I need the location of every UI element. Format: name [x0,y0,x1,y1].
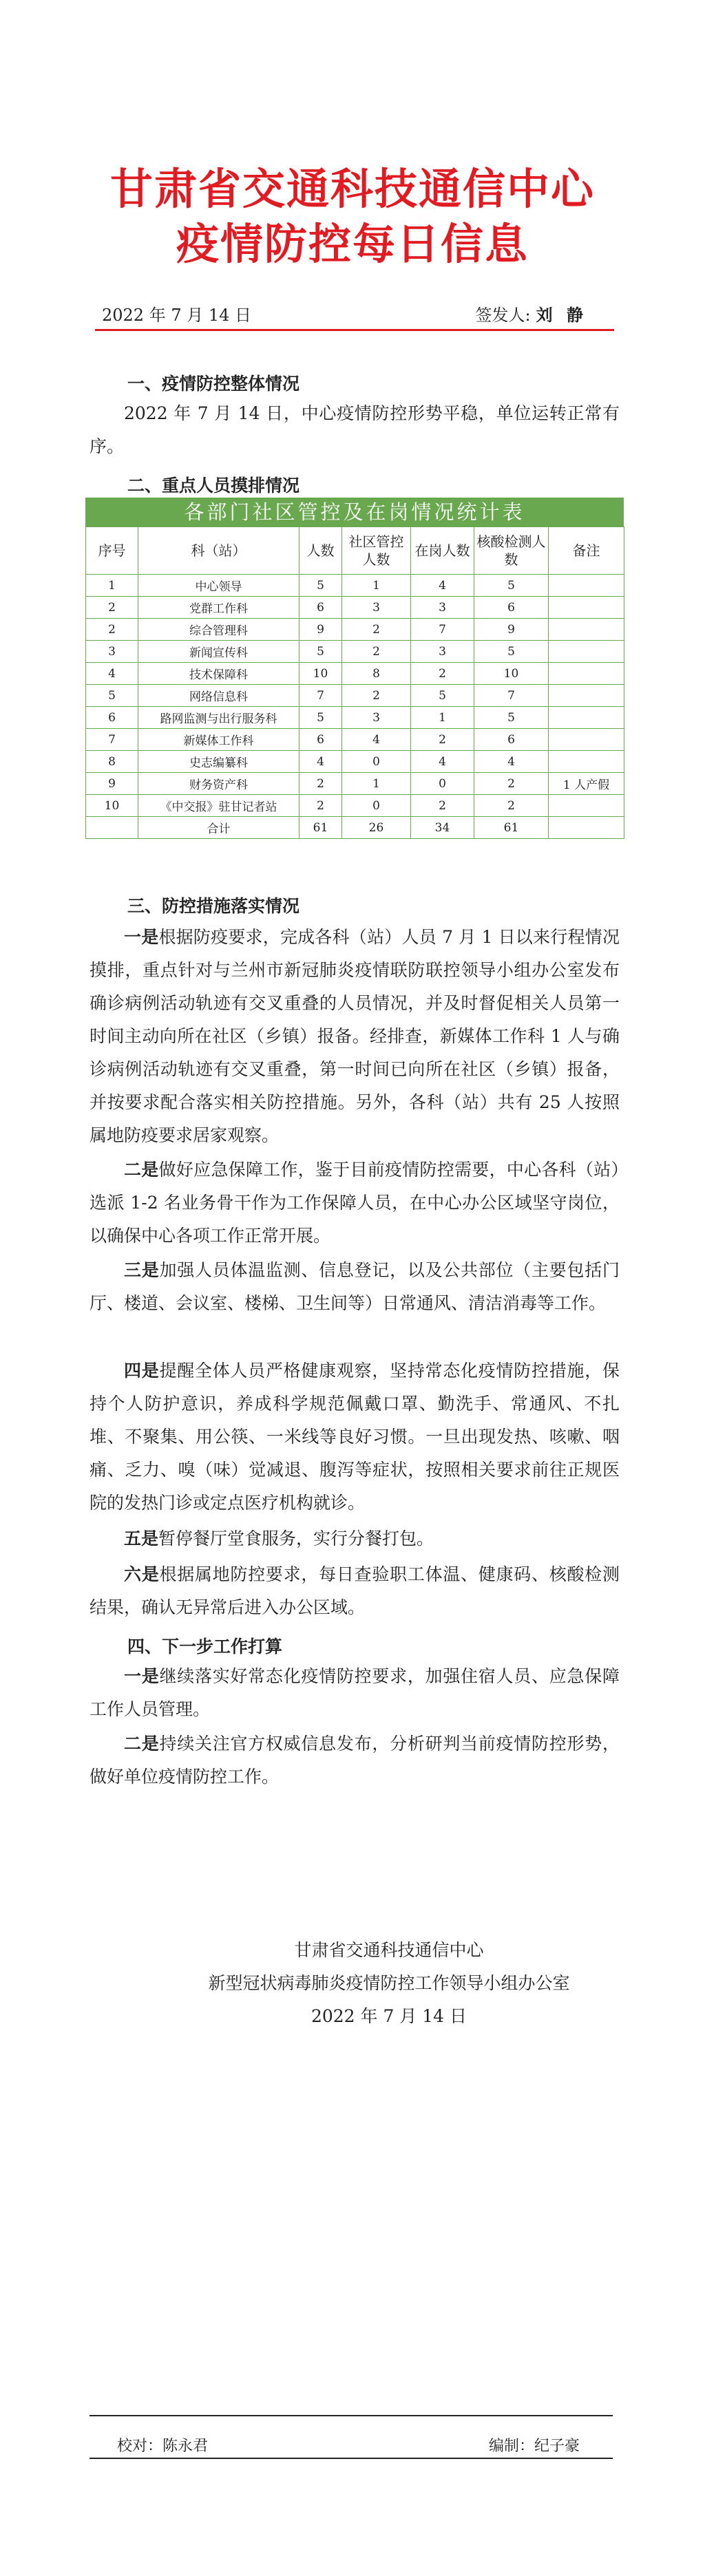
table-cell: 9 [474,619,549,641]
table-cell: 5 [299,641,342,663]
editor: 编制：纪子豪 [489,2438,580,2455]
section3-heading: 三、防控措施落实情况 [127,896,300,916]
table-cell: 2 [411,729,474,751]
issuer [476,301,587,326]
red-divider [95,329,614,331]
table-cell: 61 [474,817,549,839]
table-cell: 2 [299,795,342,817]
table-cell: 3 [411,641,474,663]
table-cell: 34 [411,817,474,839]
table-cell: 9 [299,619,342,641]
table-cell: 2 [342,641,411,663]
table-cell: 4 [411,575,474,597]
table-cell: 3 [411,597,474,619]
table-cell [549,685,624,707]
section4-heading: 四、下一步工作打算 [127,1637,283,1657]
table-cell: 1 [411,707,474,729]
table-cell: 2 [342,685,411,707]
footer-line-top [90,2415,613,2416]
issuer-label: 签发人: [475,306,531,325]
table-cell: 网络信息科 [138,685,299,707]
table-cell: 2 [299,773,342,795]
table-cell [549,795,624,817]
table-cell: 4 [342,729,411,751]
issue-date: 2022 年 7 月 14 日 [102,306,252,325]
col-count: 人数 [299,527,342,575]
section3-item-5: 五是暂停餐厅堂食服务，实行分餐打包。 [124,1529,434,1548]
table-cell [549,641,624,663]
document-title-line1: 甘肃省交通科技通信中心 [109,164,595,214]
footer-line-bottom [90,2458,613,2459]
col-remark: 备注 [549,527,624,575]
table-cell: 0 [342,795,411,817]
table-cell: 61 [299,817,342,839]
section3-item-2: 二是做好应急保障工作，鉴于目前疫情防控需要，中心各科（站）选派 1-2 名业务骨干作为工作保障人员，在中心办公区域坚守岗位，以确保中心各项工作正常开展。 [90,1160,620,1246]
signature-org: 甘肃省交通科技通信中心 [294,1940,484,1960]
table-row [86,685,624,707]
table-cell: 1 [342,575,411,597]
table-row [86,795,624,817]
col-controlled: 社区管控人数 [342,527,411,575]
table-cell: 2 [86,619,138,641]
table-cell: 2 [342,619,411,641]
table-cell: 6 [86,707,138,729]
table-cell: 5 [299,707,342,729]
table-cell: 2 [86,597,138,619]
table-cell: 新闻宣传科 [138,641,299,663]
table-cell: 3 [86,641,138,663]
section4-item-2: 二是持续关注官方权威信息发布，分析研判当前疫情防控形势，做好单位疫情防控工作。 [90,1734,620,1787]
table-cell: 路网监测与出行服务科 [138,707,299,729]
table-cell: 6 [474,597,549,619]
table-cell: 3 [342,707,411,729]
table-cell [549,663,624,685]
table-header-row [86,527,624,575]
table-cell: 党群工作科 [138,597,299,619]
table-cell: 10 [86,795,138,817]
table-cell: 5 [411,685,474,707]
section3-item-1: 一是根据防疫要求，完成各科（站）人员 7 月 1 日以来行程情况摸排，重点针对与兰州市新冠肺炎疫情联防联控领导小组办公室发布确诊病例活动轨迹有交叉重叠的人员情况，并及时督促相关人员第一时间主动向所在社区（乡镇）报备。经排查，新媒体工作科 1 人与确诊病例活动轨迹有交叉重叠，第一时间已向所在社区（乡镇）报备，并按要求配合落实相关防控措施。另外，各科（站）共有 25 人按照属地防疫要求居家观察。 [90,927,620,1145]
signature-office: 新型冠状病毒肺炎疫情防控工作领导小组办公室 [208,1973,570,1993]
proofreader: 校对：陈永君 [117,2438,209,2455]
table-row [86,707,624,729]
table-cell: 财务资产科 [138,773,299,795]
section3-item-3: 三是加强人员体温监测、信息登记，以及公共部位（主要包括门厅、楼道、会议室、楼梯、卫生间等）日常通风、清洁消毒等工作。 [90,1260,620,1313]
document-title-line2: 疫情防控每日信息 [176,219,529,269]
table-row [86,663,624,685]
table-cell: 8 [342,663,411,685]
section3-item-6: 六是根据属地防控要求，每日查验职工体温、健康码、核酸检测结果，确认无异常后进入办公区域。 [90,1564,620,1617]
table-cell: 7 [299,685,342,707]
table-cell [549,751,624,773]
table-cell: 4 [299,751,342,773]
date-bar [102,301,611,329]
table-row [86,641,624,663]
table-cell: 3 [342,597,411,619]
table-cell: 中心领导 [138,575,299,597]
table-cell: 综合管理科 [138,619,299,641]
table-cell: 6 [474,729,549,751]
table-cell: 1 [342,773,411,795]
table-row [86,751,624,773]
table-cell: 6 [299,597,342,619]
statistics-table [85,498,624,839]
col-index: 序号 [86,527,138,575]
table-cell: 5 [474,575,549,597]
table-title: 各部门社区管控及在岗情况统计表 [85,498,624,526]
table-cell: 6 [299,729,342,751]
col-dept: 科（站） [138,527,299,575]
table-cell [549,575,624,597]
table-row [86,575,624,597]
table-cell [549,707,624,729]
table-cell: 10 [299,663,342,685]
table-cell: 4 [474,751,549,773]
table-cell: 7 [474,685,549,707]
table-row [86,773,624,795]
section1-heading: 一、疫情防控整体情况 [127,374,300,394]
table-cell: 2 [474,795,549,817]
table-cell: 5 [299,575,342,597]
table-cell: 《中交报》驻甘记者站 [138,795,299,817]
table-cell: 5 [474,707,549,729]
table-cell: 4 [86,663,138,685]
table-cell: 7 [86,729,138,751]
table-cell: 0 [411,773,474,795]
table-cell: 2 [411,795,474,817]
signature-date: 2022 年 7 月 14 日 [311,2006,467,2026]
col-tested: 核酸检测人数 [474,527,549,575]
table-cell: 史志编纂科 [138,751,299,773]
table-row [86,817,624,839]
section4-item-1: 一是继续落实好常态化疫情防控要求，加强住宿人员、应急保障工作人员管理。 [90,1666,620,1719]
table-cell: 5 [474,641,549,663]
table-cell: 7 [411,619,474,641]
table-cell: 2 [411,663,474,685]
table-cell: 新媒体工作科 [138,729,299,751]
table-cell: 技术保障科 [138,663,299,685]
table-cell: 10 [474,663,549,685]
col-on-duty: 在岗人数 [411,527,474,575]
table-row [86,619,624,641]
table-cell: 合计 [138,817,299,839]
section1-text: 2022 年 7 月 14 日，中心疫情防控形势平稳，单位运转正常有序。 [90,403,620,456]
table-cell: 4 [411,751,474,773]
table-cell [549,597,624,619]
table-cell: 0 [342,751,411,773]
table-row [86,729,624,751]
table-cell [549,729,624,751]
table-cell [549,817,624,839]
table-cell: 1 人产假 [549,773,624,795]
section2-heading: 二、重点人员摸排情况 [127,476,300,496]
table-cell: 1 [86,575,138,597]
table-cell: 9 [86,773,138,795]
table-cell [86,817,138,839]
issuer-name: 刘 静 [536,305,587,325]
table-cell: 5 [86,685,138,707]
table-cell: 8 [86,751,138,773]
table-cell: 26 [342,817,411,839]
table-cell [549,619,624,641]
table-row [86,597,624,619]
section3-item-4: 四是提醒全体人员严格健康观察，坚持常态化疫情防控措施，保持个人防护意识，养成科学规范佩戴口罩、勤洗手、常通风、不扎堆、不聚集、用公筷、一米线等良好习惯。一旦出现发热、咳嗽、咽痛、乏力、嗅（味）觉减退、腹泻等症状，按照相关要求前往正规医院的发热门诊或定点医疗机构就诊。 [90,1361,620,1513]
table-cell: 2 [474,773,549,795]
